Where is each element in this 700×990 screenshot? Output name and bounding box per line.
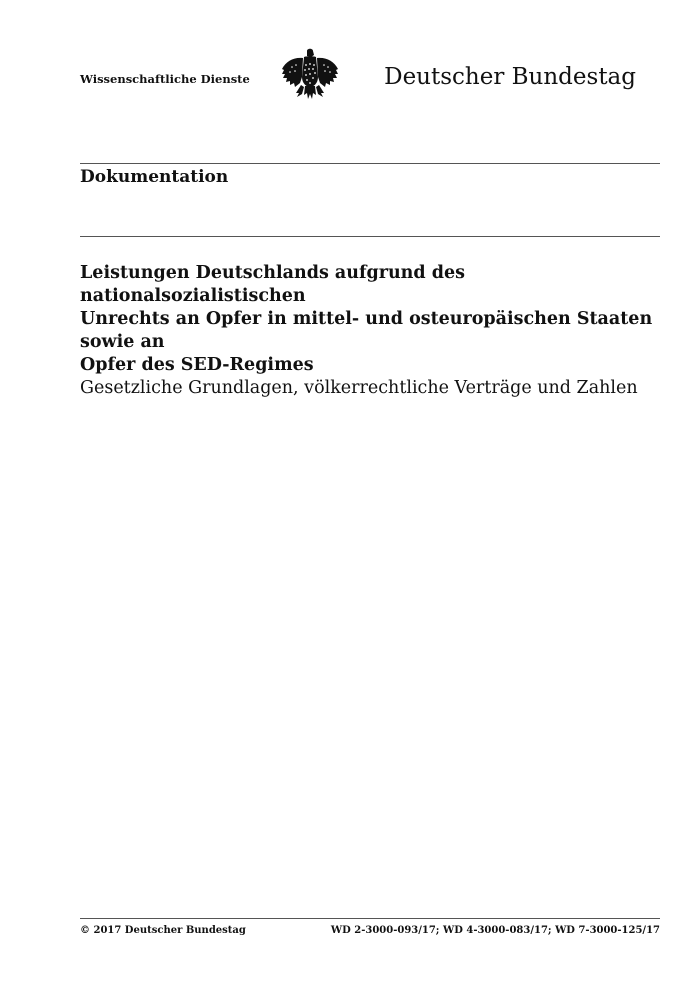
document-title [80,262,660,377]
federal-eagle-icon [280,47,340,107]
title-line: Unrechts an Opfer in mittel- und osteuropäischen Staaten sowie an [80,309,653,352]
document-subtitle: Gesetzliche Grundlagen, völkerrechtliche Verträge und Zahlen [80,378,638,398]
institution-name: Deutscher Bundestag [384,64,636,90]
title-divider [80,236,660,237]
title-block [80,262,660,400]
footer-divider [80,918,660,919]
document-type: Dokumentation [80,167,229,187]
reference-numbers: WD 2-3000-093/17; WD 4-3000-083/17; WD 7-3000-125/17 [330,925,660,936]
copyright-notice: © 2017 Deutscher Bundestag [80,925,246,936]
top-divider [80,163,660,164]
department-name: Wissenschaftliche Dienste [80,72,250,86]
title-line: Leistungen Deutschlands aufgrund des nationalsozialistischen [80,263,465,306]
title-line: Opfer des SED-Regimes [80,355,314,375]
